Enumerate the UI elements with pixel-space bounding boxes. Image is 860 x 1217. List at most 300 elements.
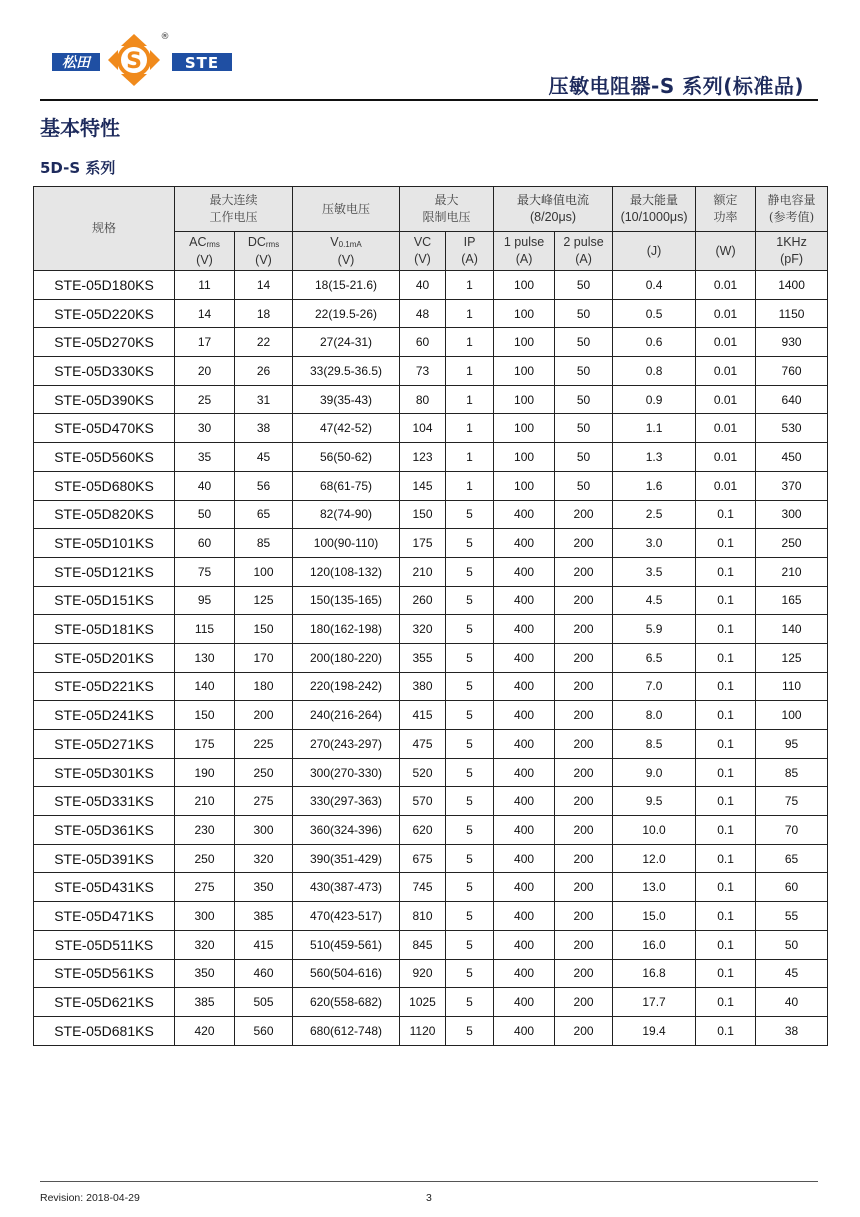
- header-line: (10/1000μs): [620, 210, 688, 224]
- cell-ac-rms: 35: [175, 443, 235, 472]
- cell-dc-rms: 320: [235, 844, 293, 873]
- header-line: 最大: [434, 193, 459, 207]
- cell-dc-rms: 22: [235, 328, 293, 357]
- col-header-max-energy: [613, 187, 696, 232]
- cell-vc: 260: [400, 586, 446, 615]
- cell-capacitance: 1400: [756, 271, 828, 300]
- cell-ac-rms: 20: [175, 357, 235, 386]
- col-header-vc: [400, 232, 446, 271]
- cell-pulse-1: 400: [494, 930, 555, 959]
- cell-power: 0.1: [696, 873, 756, 902]
- cell-pulse-2: 50: [555, 471, 613, 500]
- table-row: [34, 471, 828, 500]
- header-subscript: rms: [265, 239, 280, 249]
- cell-energy: 3.5: [613, 557, 696, 586]
- cell-varistor-voltage: 390(351-429): [293, 844, 400, 873]
- document-header-title: 压敏电阻器-S 系列(标准品): [548, 74, 804, 98]
- cell-ip: 1: [446, 299, 494, 328]
- cell-ip: 5: [446, 672, 494, 701]
- cell-varistor-voltage: 300(270-330): [293, 758, 400, 787]
- cell-power: 0.1: [696, 816, 756, 845]
- cell-dc-rms: 200: [235, 701, 293, 730]
- cell-vc: 845: [400, 930, 446, 959]
- cell-pulse-2: 50: [555, 443, 613, 472]
- cell-ac-rms: 385: [175, 988, 235, 1017]
- cell-model: STE-05D621KS: [34, 988, 175, 1017]
- col-header-energy-unit: (J): [613, 232, 696, 271]
- cell-pulse-1: 100: [494, 271, 555, 300]
- cell-ip: 1: [446, 357, 494, 386]
- cell-vc: 475: [400, 730, 446, 759]
- cell-ip: 5: [446, 557, 494, 586]
- cell-pulse-1: 100: [494, 385, 555, 414]
- col-header-v01ma: [293, 232, 400, 271]
- col-header-dc-rms: [235, 232, 293, 271]
- cell-model: STE-05D241KS: [34, 701, 175, 730]
- cell-pulse-1: 400: [494, 787, 555, 816]
- cell-model: STE-05D681KS: [34, 1016, 175, 1045]
- cell-capacitance: 450: [756, 443, 828, 472]
- cell-dc-rms: 385: [235, 902, 293, 931]
- cell-ac-rms: 17: [175, 328, 235, 357]
- cell-dc-rms: 250: [235, 758, 293, 787]
- cell-ip: 5: [446, 959, 494, 988]
- cell-pulse-1: 400: [494, 758, 555, 787]
- header-line: 最大连续: [209, 193, 258, 207]
- table-header-row-1: [34, 187, 828, 232]
- cell-power: 0.1: [696, 643, 756, 672]
- cell-pulse-1: 400: [494, 701, 555, 730]
- cell-pulse-2: 50: [555, 299, 613, 328]
- cell-pulse-2: 200: [555, 701, 613, 730]
- cell-vc: 104: [400, 414, 446, 443]
- cell-capacitance: 530: [756, 414, 828, 443]
- cell-pulse-1: 400: [494, 988, 555, 1017]
- col-header-capacitance: [756, 187, 828, 232]
- cell-ac-rms: 300: [175, 902, 235, 931]
- cell-dc-rms: 125: [235, 586, 293, 615]
- cell-pulse-1: 400: [494, 586, 555, 615]
- cell-power: 0.1: [696, 930, 756, 959]
- cell-vc: 380: [400, 672, 446, 701]
- cell-energy: 10.0: [613, 816, 696, 845]
- cell-pulse-1: 100: [494, 328, 555, 357]
- cell-pulse-1: 400: [494, 672, 555, 701]
- registered-mark: ®: [160, 32, 170, 42]
- cell-ac-rms: 130: [175, 643, 235, 672]
- cell-power: 0.01: [696, 443, 756, 472]
- cell-varistor-voltage: 680(612-748): [293, 1016, 400, 1045]
- cell-energy: 13.0: [613, 873, 696, 902]
- header-line: 工作电压: [209, 210, 258, 224]
- cell-capacitance: 40: [756, 988, 828, 1017]
- cell-pulse-1: 400: [494, 730, 555, 759]
- cell-energy: 15.0: [613, 902, 696, 931]
- cell-capacitance: 75: [756, 787, 828, 816]
- cell-dc-rms: 460: [235, 959, 293, 988]
- col-header-rated-power: [696, 187, 756, 232]
- cell-pulse-1: 400: [494, 557, 555, 586]
- cell-vc: 415: [400, 701, 446, 730]
- cell-capacitance: 50: [756, 930, 828, 959]
- cell-pulse-2: 200: [555, 758, 613, 787]
- cell-energy: 19.4: [613, 1016, 696, 1045]
- cell-pulse-2: 50: [555, 328, 613, 357]
- cell-ac-rms: 30: [175, 414, 235, 443]
- col-header-power-unit: (W): [696, 232, 756, 271]
- cell-ac-rms: 115: [175, 615, 235, 644]
- header-subscript: 0.1mA: [338, 239, 362, 249]
- table-row: [34, 873, 828, 902]
- table-row: [34, 1016, 828, 1045]
- cell-dc-rms: 415: [235, 930, 293, 959]
- cell-power: 0.1: [696, 902, 756, 931]
- cell-dc-rms: 45: [235, 443, 293, 472]
- cell-dc-rms: 56: [235, 471, 293, 500]
- footer-divider: [40, 1181, 818, 1182]
- header-unit: (V): [255, 252, 272, 267]
- cell-power: 0.1: [696, 557, 756, 586]
- cell-power: 0.1: [696, 586, 756, 615]
- cell-ac-rms: 175: [175, 730, 235, 759]
- cell-power: 0.1: [696, 758, 756, 787]
- table-row: [34, 414, 828, 443]
- cell-energy: 1.1: [613, 414, 696, 443]
- cell-varistor-voltage: 18(15-21.6): [293, 271, 400, 300]
- cell-ip: 1: [446, 385, 494, 414]
- cell-ac-rms: 14: [175, 299, 235, 328]
- cell-model: STE-05D220KS: [34, 299, 175, 328]
- col-header-max-clamping-voltage: [400, 187, 494, 232]
- cell-varistor-voltage: 470(423-517): [293, 902, 400, 931]
- cell-varistor-voltage: 56(50-62): [293, 443, 400, 472]
- cell-ip: 5: [446, 988, 494, 1017]
- header-main: IP: [463, 235, 476, 249]
- header-line: 最大能量: [630, 193, 679, 207]
- header-line: 额定: [713, 193, 738, 207]
- specifications-table: [33, 186, 828, 1046]
- logo-s-glyph: S: [126, 49, 142, 74]
- logo-left-text: 松田: [62, 55, 90, 71]
- cell-pulse-1: 400: [494, 529, 555, 558]
- cell-vc: 355: [400, 643, 446, 672]
- cell-dc-rms: 18: [235, 299, 293, 328]
- cell-capacitance: 100: [756, 701, 828, 730]
- cell-capacitance: 70: [756, 816, 828, 845]
- table-row: [34, 959, 828, 988]
- cell-vc: 123: [400, 443, 446, 472]
- cell-model: STE-05D680KS: [34, 471, 175, 500]
- cell-dc-rms: 31: [235, 385, 293, 414]
- cell-capacitance: 85: [756, 758, 828, 787]
- cell-vc: 210: [400, 557, 446, 586]
- cell-ip: 5: [446, 844, 494, 873]
- cell-ip: 1: [446, 443, 494, 472]
- cell-dc-rms: 14: [235, 271, 293, 300]
- cell-energy: 9.5: [613, 787, 696, 816]
- cell-varistor-voltage: 510(459-561): [293, 930, 400, 959]
- cell-model: STE-05D820KS: [34, 500, 175, 529]
- header-divider: [40, 99, 818, 101]
- cell-varistor-voltage: 360(324-396): [293, 816, 400, 845]
- cell-model: STE-05D270KS: [34, 328, 175, 357]
- table-row: [34, 988, 828, 1017]
- cell-dc-rms: 26: [235, 357, 293, 386]
- cell-ip: 5: [446, 500, 494, 529]
- table-row: [34, 672, 828, 701]
- cell-energy: 4.5: [613, 586, 696, 615]
- table-row: [34, 930, 828, 959]
- cell-varistor-voltage: 620(558-682): [293, 988, 400, 1017]
- cell-dc-rms: 350: [235, 873, 293, 902]
- header-main: V: [330, 234, 339, 249]
- cell-varistor-voltage: 100(90-110): [293, 529, 400, 558]
- company-logo: [52, 28, 234, 90]
- cell-power: 0.1: [696, 988, 756, 1017]
- cell-capacitance: 125: [756, 643, 828, 672]
- cell-dc-rms: 180: [235, 672, 293, 701]
- cell-vc: 145: [400, 471, 446, 500]
- header-unit: (A): [575, 252, 592, 266]
- cell-capacitance: 760: [756, 357, 828, 386]
- cell-pulse-2: 200: [555, 529, 613, 558]
- cell-ac-rms: 11: [175, 271, 235, 300]
- cell-vc: 1120: [400, 1016, 446, 1045]
- cell-pulse-2: 200: [555, 1016, 613, 1045]
- cell-varistor-voltage: 150(135-165): [293, 586, 400, 615]
- header-unit: (V): [196, 252, 213, 267]
- cell-vc: 60: [400, 328, 446, 357]
- cell-pulse-1: 400: [494, 816, 555, 845]
- cell-pulse-2: 200: [555, 959, 613, 988]
- cell-ip: 5: [446, 758, 494, 787]
- table-row: [34, 557, 828, 586]
- cell-ac-rms: 95: [175, 586, 235, 615]
- cell-power: 0.01: [696, 414, 756, 443]
- cell-energy: 8.0: [613, 701, 696, 730]
- cell-pulse-2: 50: [555, 271, 613, 300]
- cell-power: 0.1: [696, 500, 756, 529]
- cell-energy: 8.5: [613, 730, 696, 759]
- cell-ac-rms: 140: [175, 672, 235, 701]
- table-row: [34, 385, 828, 414]
- table-row: [34, 902, 828, 931]
- cell-ac-rms: 420: [175, 1016, 235, 1045]
- cell-power: 0.01: [696, 328, 756, 357]
- cell-pulse-2: 200: [555, 500, 613, 529]
- subsection-title: 5D-S 系列: [40, 159, 116, 177]
- cell-energy: 12.0: [613, 844, 696, 873]
- cell-dc-rms: 85: [235, 529, 293, 558]
- cell-ac-rms: 25: [175, 385, 235, 414]
- cell-pulse-2: 200: [555, 730, 613, 759]
- cell-capacitance: 165: [756, 586, 828, 615]
- logo-right-text: STE: [184, 54, 220, 72]
- cell-power: 0.01: [696, 271, 756, 300]
- col-header-2-pulse: [555, 232, 613, 271]
- cell-vc: 570: [400, 787, 446, 816]
- cell-model: STE-05D331KS: [34, 787, 175, 816]
- col-header-max-continuous-voltage: [175, 187, 293, 232]
- cell-energy: 9.0: [613, 758, 696, 787]
- table-body: [34, 271, 828, 1046]
- cell-vc: 150: [400, 500, 446, 529]
- cell-capacitance: 250: [756, 529, 828, 558]
- cell-energy: 5.9: [613, 615, 696, 644]
- cell-pulse-2: 200: [555, 930, 613, 959]
- cell-energy: 0.9: [613, 385, 696, 414]
- col-header-ip: [446, 232, 494, 271]
- cell-power: 0.1: [696, 615, 756, 644]
- cell-capacitance: 210: [756, 557, 828, 586]
- cell-model: STE-05D121KS: [34, 557, 175, 586]
- table-row: [34, 615, 828, 644]
- table-row: [34, 701, 828, 730]
- cell-capacitance: 300: [756, 500, 828, 529]
- cell-energy: 7.0: [613, 672, 696, 701]
- cell-energy: 2.5: [613, 500, 696, 529]
- header-main: 1KHz: [776, 235, 807, 249]
- cell-pulse-2: 50: [555, 357, 613, 386]
- col-header-cap-1khz: [756, 232, 828, 271]
- cell-pulse-1: 400: [494, 643, 555, 672]
- page-number: 3: [426, 1192, 432, 1204]
- cell-vc: 745: [400, 873, 446, 902]
- cell-model: STE-05D221KS: [34, 672, 175, 701]
- table-row: [34, 443, 828, 472]
- cell-ip: 1: [446, 271, 494, 300]
- cell-varistor-voltage: 39(35-43): [293, 385, 400, 414]
- cell-vc: 73: [400, 357, 446, 386]
- cell-capacitance: 110: [756, 672, 828, 701]
- cell-dc-rms: 300: [235, 816, 293, 845]
- cell-dc-rms: 560: [235, 1016, 293, 1045]
- cell-pulse-2: 200: [555, 557, 613, 586]
- cell-model: STE-05D431KS: [34, 873, 175, 902]
- table-row: [34, 271, 828, 300]
- header-line: 限制电压: [422, 210, 471, 224]
- cell-pulse-1: 100: [494, 357, 555, 386]
- cell-dc-rms: 65: [235, 500, 293, 529]
- cell-ip: 5: [446, 615, 494, 644]
- cell-varistor-voltage: 120(108-132): [293, 557, 400, 586]
- cell-model: STE-05D180KS: [34, 271, 175, 300]
- cell-pulse-2: 50: [555, 385, 613, 414]
- cell-dc-rms: 38: [235, 414, 293, 443]
- table-row: [34, 643, 828, 672]
- cell-model: STE-05D101KS: [34, 529, 175, 558]
- header-unit: (A): [461, 252, 478, 266]
- cell-model: STE-05D560KS: [34, 443, 175, 472]
- cell-ip: 5: [446, 816, 494, 845]
- cell-capacitance: 370: [756, 471, 828, 500]
- cell-ac-rms: 250: [175, 844, 235, 873]
- cell-ip: 5: [446, 873, 494, 902]
- cell-ac-rms: 75: [175, 557, 235, 586]
- cell-ip: 5: [446, 529, 494, 558]
- cell-power: 0.1: [696, 730, 756, 759]
- cell-model: STE-05D561KS: [34, 959, 175, 988]
- cell-varistor-voltage: 22(19.5-26): [293, 299, 400, 328]
- cell-capacitance: 1150: [756, 299, 828, 328]
- cell-dc-rms: 150: [235, 615, 293, 644]
- cell-ip: 1: [446, 471, 494, 500]
- table-row: [34, 816, 828, 845]
- cell-vc: 620: [400, 816, 446, 845]
- cell-varistor-voltage: 270(243-297): [293, 730, 400, 759]
- table-row: [34, 529, 828, 558]
- cell-dc-rms: 100: [235, 557, 293, 586]
- header-line: 最大峰值电流: [517, 193, 590, 207]
- cell-vc: 520: [400, 758, 446, 787]
- cell-ac-rms: 275: [175, 873, 235, 902]
- cell-varistor-voltage: 200(180-220): [293, 643, 400, 672]
- cell-power: 0.01: [696, 299, 756, 328]
- cell-model: STE-05D390KS: [34, 385, 175, 414]
- cell-ac-rms: 190: [175, 758, 235, 787]
- table-row: [34, 844, 828, 873]
- table-row: [34, 328, 828, 357]
- cell-ac-rms: 150: [175, 701, 235, 730]
- cell-pulse-2: 200: [555, 615, 613, 644]
- cell-model: STE-05D361KS: [34, 816, 175, 845]
- table-row: [34, 357, 828, 386]
- cell-ip: 5: [446, 930, 494, 959]
- cell-energy: 0.5: [613, 299, 696, 328]
- cell-varistor-voltage: 330(297-363): [293, 787, 400, 816]
- cell-pulse-1: 100: [494, 299, 555, 328]
- cell-energy: 6.5: [613, 643, 696, 672]
- table-row: [34, 586, 828, 615]
- cell-vc: 810: [400, 902, 446, 931]
- cell-ac-rms: 210: [175, 787, 235, 816]
- cell-power: 0.1: [696, 672, 756, 701]
- col-header-varistor-voltage: 压敏电压: [293, 187, 400, 232]
- cell-pulse-2: 200: [555, 643, 613, 672]
- cell-energy: 0.6: [613, 328, 696, 357]
- cell-capacitance: 95: [756, 730, 828, 759]
- cell-model: STE-05D511KS: [34, 930, 175, 959]
- cell-pulse-2: 200: [555, 988, 613, 1017]
- cell-model: STE-05D470KS: [34, 414, 175, 443]
- cell-energy: 1.3: [613, 443, 696, 472]
- cell-energy: 17.7: [613, 988, 696, 1017]
- header-main: AC: [189, 234, 207, 249]
- cell-varistor-voltage: 82(74-90): [293, 500, 400, 529]
- table-row: [34, 500, 828, 529]
- cell-ac-rms: 60: [175, 529, 235, 558]
- cell-ip: 1: [446, 328, 494, 357]
- header-main: VC: [413, 235, 432, 249]
- cell-pulse-2: 200: [555, 816, 613, 845]
- cell-vc: 675: [400, 844, 446, 873]
- col-header-ac-rms: [175, 232, 235, 271]
- cell-ip: 5: [446, 787, 494, 816]
- cell-pulse-2: 200: [555, 672, 613, 701]
- col-header-max-peak-current: [494, 187, 613, 232]
- cell-varistor-voltage: 220(198-242): [293, 672, 400, 701]
- cell-dc-rms: 225: [235, 730, 293, 759]
- cell-varistor-voltage: 180(162-198): [293, 615, 400, 644]
- cell-pulse-2: 50: [555, 414, 613, 443]
- cell-varistor-voltage: 240(216-264): [293, 701, 400, 730]
- cell-capacitance: 60: [756, 873, 828, 902]
- cell-pulse-1: 100: [494, 414, 555, 443]
- header-subscript: rms: [206, 239, 220, 249]
- cell-ac-rms: 50: [175, 500, 235, 529]
- header-unit: (pF): [780, 252, 803, 266]
- header-unit: (V): [337, 252, 355, 267]
